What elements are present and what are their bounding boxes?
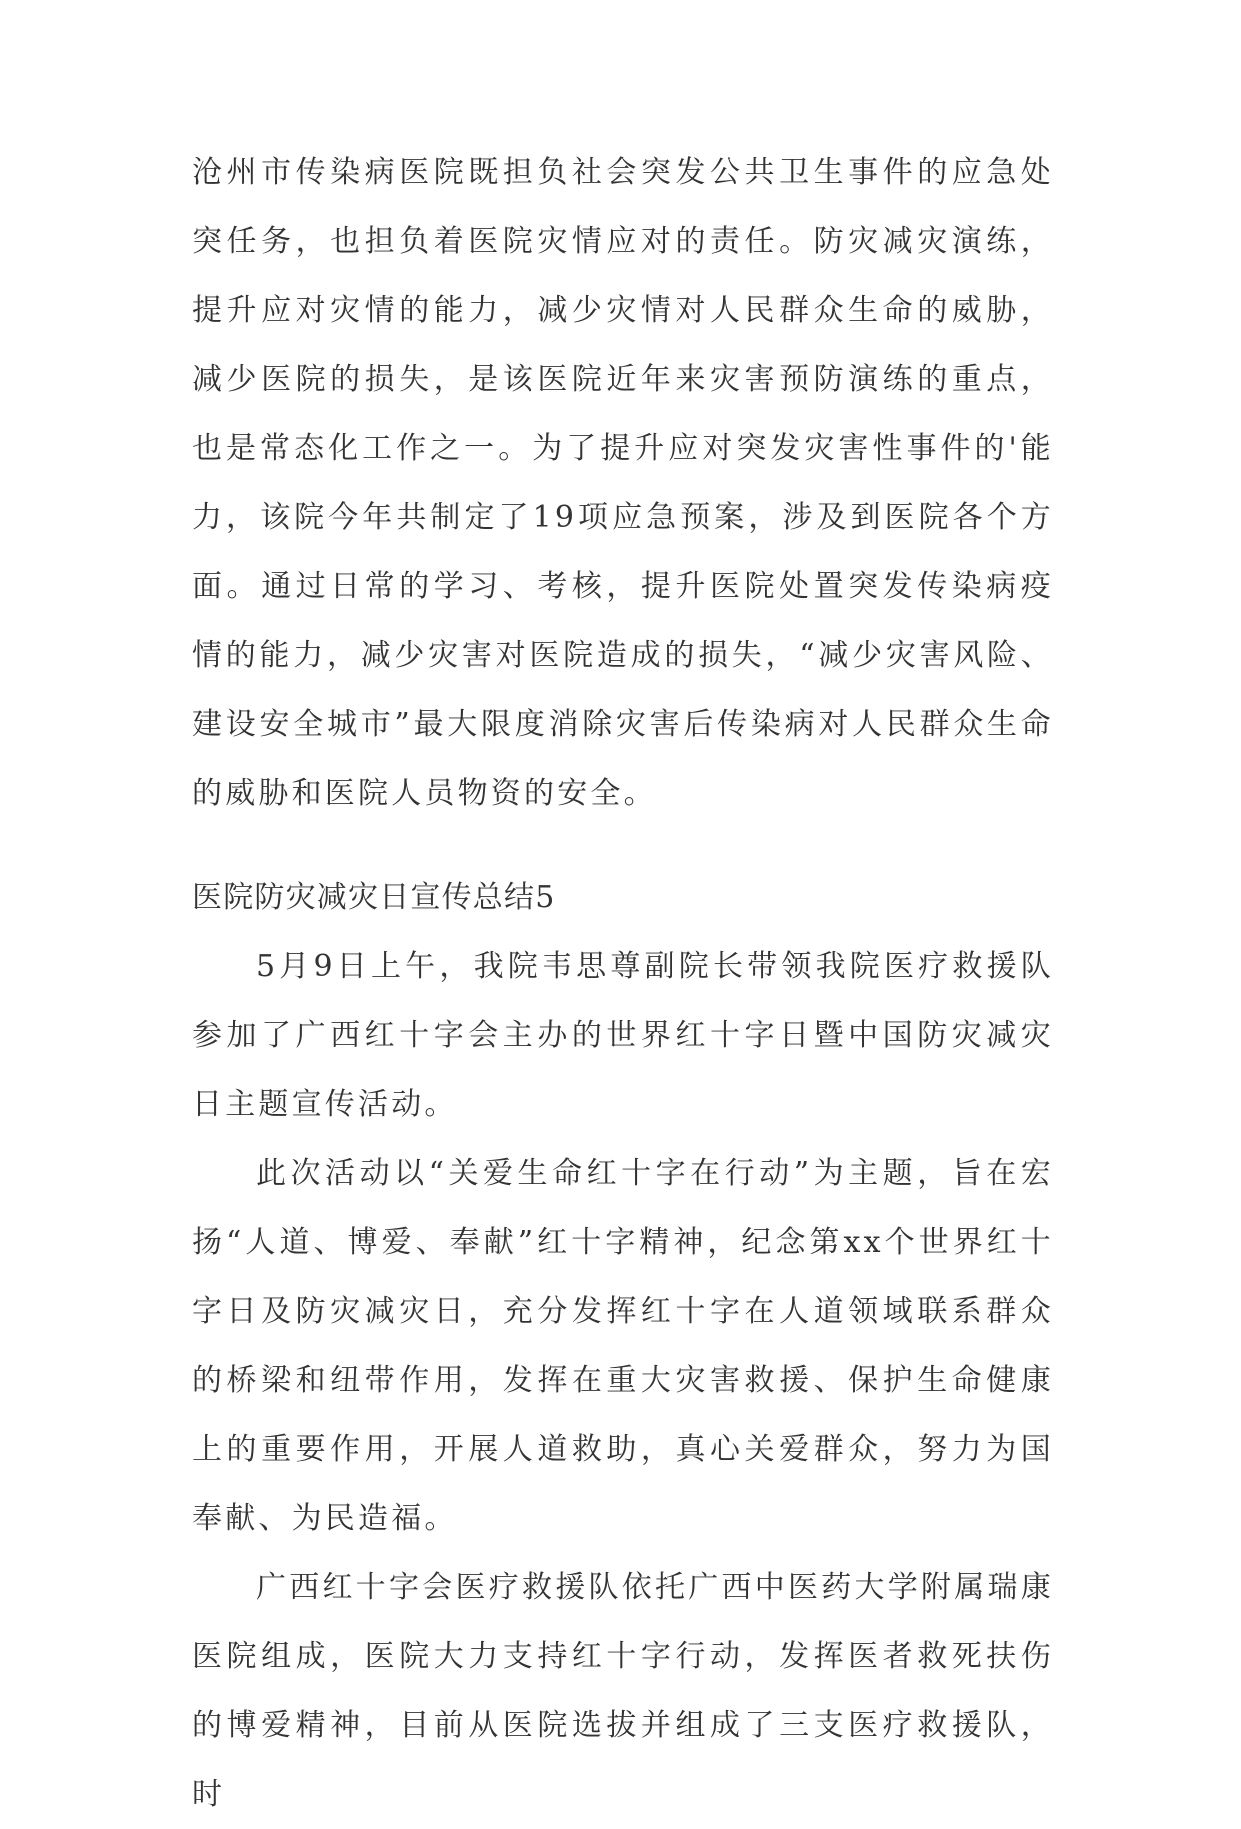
- body-paragraph: 此次活动以“关爱生命红十字在行动”为主题，旨在宏扬“人道、博爱、奉献”红十字精神，纪念第xx个世界红十字日及防灾减灾日，充分发挥红十字在人道领域联系群众的桥梁和纽带作用，发挥在重大灾害救援、保护生命健康上的重要作用，开展人道救助，真心关爱群众，努力为国奉献、为民造福。: [192, 1156, 1054, 1536]
- body-paragraph: 5月9日上午，我院韦思尊副院长带领我院医疗救援队参加了广西红十字会主办的世界红十字日暨中国防灾减灾日主题宣传活动。: [192, 949, 1054, 1122]
- section-title: 医院防灾减灾日宣传总结5: [192, 880, 556, 915]
- body-paragraph: 广西红十字会医疗救援队依托广西中医药大学附属瑞康医院组成，医院大力支持红十字行动，发挥医者救死扶伤的博爱精神，目前从医院选拔并组成了三支医疗救援队，时: [192, 1570, 1054, 1812]
- body-paragraph: 沧州市传染病医院既担负社会突发公共卫生事件的应急处突任务，也担负着医院灾情应对的责任。防灾减灾演练，提升应对灾情的能力，减少灾情对人民群众生命的威胁，减少医院的损失，是该医院近年来灾害预防演练的重点，也是常态化工作之一。为了提升应对突发灾害性事件的'能力，该院今年共制定了19项应急预案，涉及到医院各个方面。通过日常的学习、考核，提升医院处置突发传染病疫情的能力，减少灾害对医院造成的损失，“减少灾害风险、建设安全城市”最大限度消除灾害后传染病对人民群众生命的威胁和医院人员物资的安全。: [192, 155, 1054, 811]
- document-page: [192, 138, 1054, 1829]
